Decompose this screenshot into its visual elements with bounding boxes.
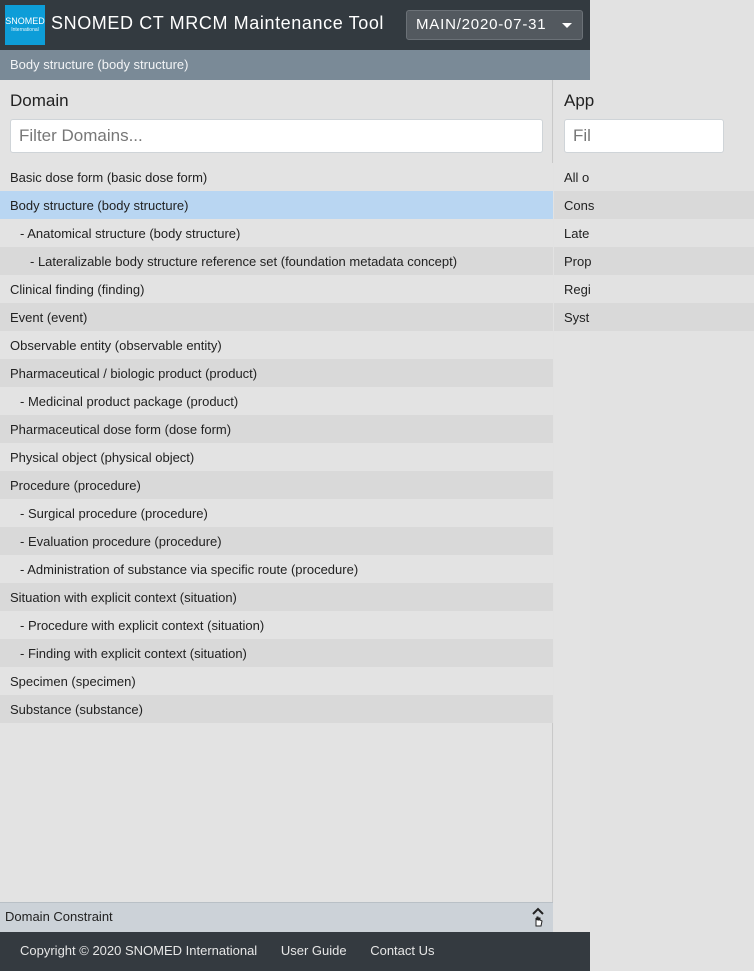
applies-list-item[interactable]: Syst xyxy=(554,303,754,331)
filter-domains-input[interactable] xyxy=(10,119,543,153)
domain-panel xyxy=(0,80,553,902)
breadcrumb: Body structure (body structure) xyxy=(0,50,590,80)
user-guide-link[interactable]: User Guide xyxy=(280,943,347,958)
domain-list-item[interactable]: Clinical finding (finding) xyxy=(0,275,553,303)
domain-list-item[interactable]: Specimen (specimen) xyxy=(0,667,553,695)
domain-list-item[interactable]: Procedure (procedure) xyxy=(0,471,553,499)
domain-list-item[interactable]: Situation with explicit context (situation) xyxy=(0,583,553,611)
applies-list-item[interactable]: Late xyxy=(564,226,590,241)
applies-to-panel xyxy=(554,80,595,902)
snomed-logo[interactable] xyxy=(5,5,45,45)
filter-applies-input[interactable] xyxy=(564,119,724,153)
domain-list-item[interactable]: Pharmaceutical dose form (dose form) xyxy=(0,415,553,443)
domain-list-item[interactable]: - Lateralizable body structure reference set (foundation metadata concept) xyxy=(0,247,553,275)
domain-list-item[interactable]: - Anatomical structure (body structure) xyxy=(0,219,553,247)
footer xyxy=(0,932,590,971)
chevron-up-icon[interactable] xyxy=(530,905,546,929)
domain-list-item[interactable]: Observable entity (observable entity) xyxy=(0,331,553,359)
branch-dropdown[interactable] xyxy=(406,10,583,40)
constraint-gap xyxy=(553,902,590,932)
applies-list-item[interactable]: Regi xyxy=(564,282,591,297)
applies-list xyxy=(554,163,754,331)
domain-list-item[interactable]: Basic dose form (basic dose form) xyxy=(0,163,553,191)
contact-us-link[interactable]: Contact Us xyxy=(370,943,435,958)
applies-list-item[interactable]: Cons xyxy=(554,191,754,219)
domain-constraint-label: Domain Constraint xyxy=(5,909,113,924)
domain-list-item[interactable]: Event (event) xyxy=(0,303,553,331)
domain-list xyxy=(0,163,553,723)
caret-down-icon xyxy=(562,23,572,28)
domain-heading: Domain xyxy=(10,91,69,110)
domain-list-item[interactable]: Pharmaceutical / biologic product (product) xyxy=(0,359,553,387)
domain-list-item[interactable]: - Medicinal product package (product) xyxy=(0,387,553,415)
domain-constraint-bar[interactable] xyxy=(0,902,553,932)
domain-list-item[interactable]: - Administration of substance via specific route (procedure) xyxy=(0,555,553,583)
domain-list-item[interactable]: - Finding with explicit context (situation) xyxy=(0,639,553,667)
branch-label: MAIN/2020-07-31 xyxy=(416,16,547,33)
domain-list-item[interactable]: - Evaluation procedure (procedure) xyxy=(0,527,553,555)
domain-list-item[interactable]: Body structure (body structure) xyxy=(0,191,553,219)
top-navbar xyxy=(0,0,590,50)
domain-list-item[interactable]: Physical object (physical object) xyxy=(0,443,553,471)
footer-copyright: Copyright © 2020 SNOMED International xyxy=(20,943,258,958)
logo-subtext: International xyxy=(11,27,39,33)
domain-list-item[interactable]: - Procedure with explicit context (situation) xyxy=(0,611,553,639)
domain-list-item[interactable]: - Surgical procedure (procedure) xyxy=(0,499,553,527)
app-title: SNOMED CT MRCM Maintenance Tool xyxy=(51,13,385,33)
applies-list-item[interactable]: All o xyxy=(564,170,590,185)
logo-text: SNOMED xyxy=(5,16,45,26)
applies-heading: App xyxy=(564,91,595,110)
domain-list-item[interactable]: Substance (substance) xyxy=(0,695,553,723)
applies-list-item[interactable]: Prop xyxy=(554,247,754,275)
